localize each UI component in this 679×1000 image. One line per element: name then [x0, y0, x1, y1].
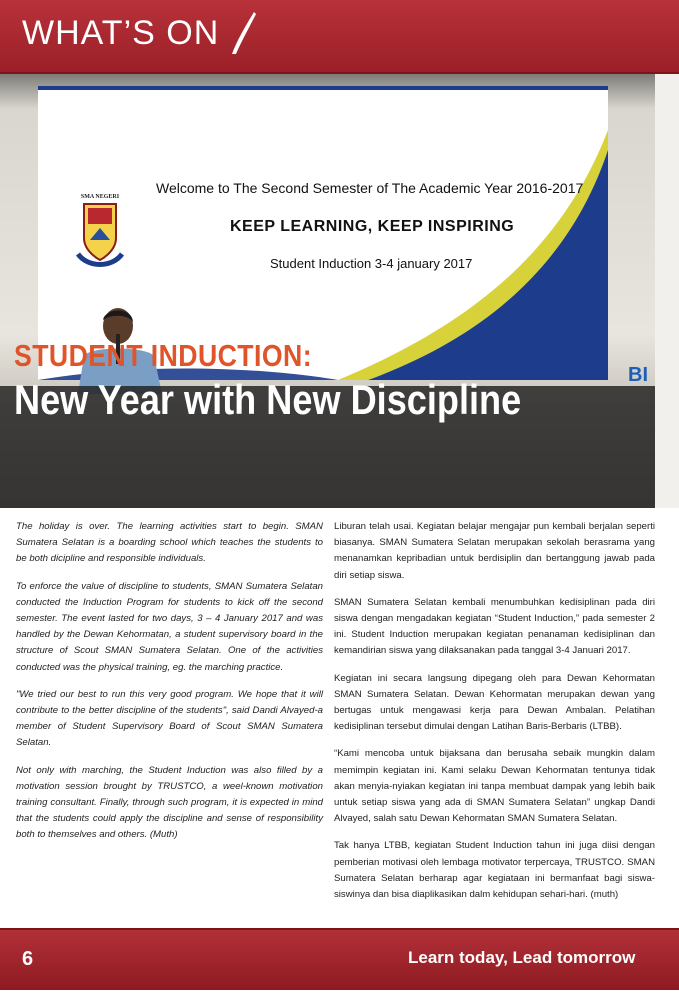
pen-stroke-icon [228, 10, 258, 56]
page-number: 6 [22, 948, 34, 970]
indonesian-paragraph: Tak hanya LTBB, kegiatan Student Induction tahun ini juga diisi dengan pemberian motivasi oleh lembaga motivator terpercaya, TRUSTCO. SMAN Sumatera Selatan berharap agar kegiataan ini bermanfaat bagi siswa-siswinya dan bisa diaplikasikan dalm kehidupan sehari-hari. (muth) [334, 840, 655, 901]
indonesian-column [334, 519, 655, 914]
indonesian-paragraph: Kegiatan ini secara langsung dipegang oleh para Dewan Kehormatan SMAN Sumatera Selatan. Dewan Kehormatan merupakan dewan yang bertugas untuk mengawasi kerja para Dewan Ambalan. Pelatihan kedisiplinan tersebut dimulai dengan Latihan Baris-Berbaris (LTBB). [334, 672, 655, 733]
indonesian-paragraph: “Kami mencoba untuk bijaksana dan berusaha sebaik mungkin dalam memimpin kegiatan ini. Kami selaku Dewan Kehormatan tentunya tidak akan menyia-nyiakan kegiatan ini tanpa membuat dampak yang lebih baik untuk setiap siswa yang ada di SMAN Sumatera Selatan” ungkap Dandi Alvayed, salah satu Dewan Kehormatan SMAN Sumatera Selatan. [334, 748, 655, 825]
photo-edge [655, 74, 679, 508]
indonesian-paragraph: Liburan telah usai. Kegiatan belajar mengajar pun kembali berjalan seperti biasanya. SMAN Sumatera Selatan merupakan sekolah berasrama yang menanamkan kepribadian untuk berdisiplin dan bertanggung jawab pada diri setiap siswa. [334, 521, 655, 581]
english-paragraph: Not only with marching, the Student Induction was also filled by a motivation session brought by TRUSTCO, a weel-known motivation training consultant. Finally, through such program, it is expected in mind that the students could apply the discipline and sense of responsibility both to themselves and others. (Muth) [16, 764, 323, 841]
english-column [16, 519, 323, 855]
english-paragraph: "We tried our best to run this very good program. We hope that it will contribute to the better discipline of the students", said Dandi Alvayed-a member of Student Supervisory Board of Scout SMAN Sumatera Selatan. [16, 688, 323, 749]
event-photo [0, 74, 655, 508]
section-header [0, 0, 679, 72]
sponsor-logo: BI [628, 364, 648, 386]
banner-event-text: Student Induction 3-4 january 2017 [270, 256, 473, 271]
school-crest-logo [74, 194, 126, 274]
article-kicker: STUDENT INDUCTION: [14, 338, 313, 373]
section-title: WHAT’S ON [22, 14, 220, 52]
footer-tagline: Learn today, Lead tomorrow [408, 948, 636, 967]
indonesian-paragraph: SMAN Sumatera Selatan kembali menumbuhkan kedisiplinan pada diri siswa dengan mengadakan kegiatan “Student Induction,” pada semester 2 ini. Student Induction merupakan kegiatan penanaman kedisiplinan dan kemandirian siswa yang dilaksanakan pada tanggal 3-4 Januari 2017. [334, 596, 655, 657]
english-paragraph: To enforce the value of discipline to students, SMAN Sumatera Selatan conducted the Induction Program for students to kick off the second semester. The event lasted for two days, 3 – 4 January 2017 and was handled by the Dewan Kehormatan, a student supervisory board in the structure of Scout SMAN Sumatera Selatan. One of the activities conducted was the physical training, eg. the marching practice. [16, 580, 323, 673]
banner-slogan: KEEP LEARNING, KEEP INSPIRING [230, 218, 515, 235]
article-headline: New Year with New Discipline [14, 376, 522, 423]
english-paragraph: The holiday is over. The learning activities start to begin. SMAN Sumatera Selatan is a boarding school which teaches the students to be both dicipline and responsible individuals. [16, 521, 323, 565]
banner-welcome-text: Welcome to The Second Semester of The Academic Year 2016-2017 [156, 180, 584, 196]
school-name-label: SMA NEGERI [80, 194, 120, 200]
